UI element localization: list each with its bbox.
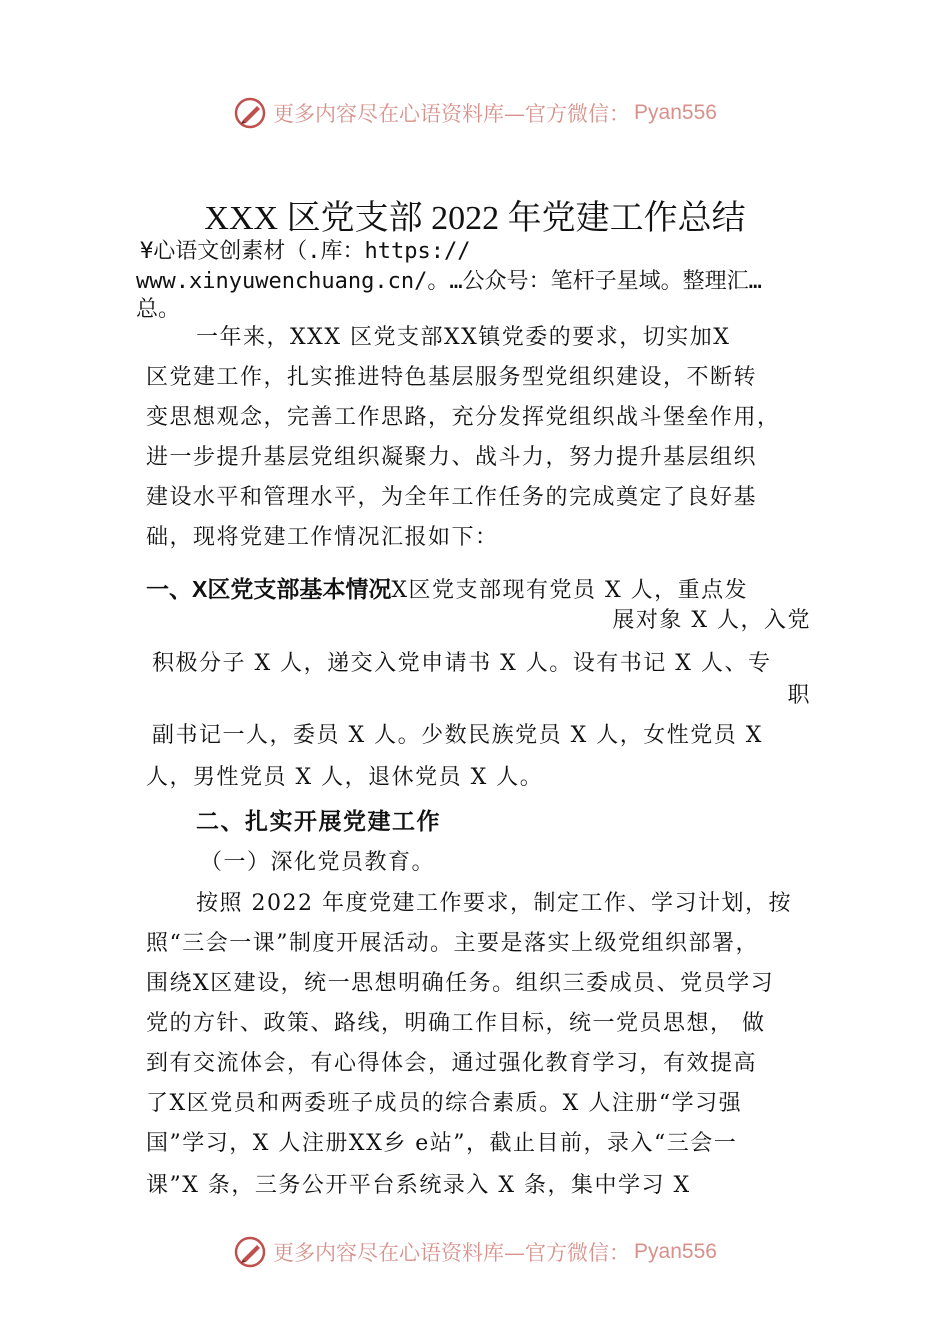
intro-line-2: 区党建工作，扎实推进特色基层服务型党组织建设，不断转 bbox=[146, 365, 758, 390]
intro-line-1: 一年来，XXX 区党支部XX镇党委的要求，切实加X bbox=[196, 325, 731, 350]
intro-line-6: 础，现将党建工作情况汇报如下： bbox=[146, 525, 499, 550]
source-line-1: ¥心语文创素材（.库：https:// bbox=[140, 239, 471, 264]
section1-heading: 一、X区党支部基本情况 bbox=[146, 576, 392, 602]
section1-line-2: 展对象 X 人，入党 bbox=[612, 608, 811, 633]
section2-line-6: 了X区党员和两委班子成员的综合素质。X 人注册“学习强 bbox=[146, 1091, 743, 1116]
watermark-text: 更多内容尽在心语资料库—官方微信： bbox=[273, 102, 631, 126]
pen-logo-icon bbox=[233, 1235, 267, 1269]
pen-logo-icon bbox=[233, 96, 267, 130]
section1-line-5: 副书记一人，委员 X 人。少数民族党员 X 人，女性党员 X bbox=[152, 723, 763, 748]
intro-line-4: 进一步提升基层党组织凝聚力、战斗力，努力提升基层组织 bbox=[146, 445, 758, 470]
section1-line-3: 积极分子 X 人，递交入党申请书 X 人。设有书记 X 人、专 bbox=[152, 651, 772, 676]
section2-subheading: （一）深化党员教育。 bbox=[200, 850, 436, 875]
watermark-brand: Pyan556 bbox=[634, 101, 717, 124]
watermark-footer bbox=[0, 1235, 950, 1269]
watermark-text: 更多内容尽在心语资料库—官方微信： bbox=[273, 1241, 631, 1265]
document-title: XXX 区党支部 2022 年党建工作总结 bbox=[204, 200, 746, 237]
section2-line-2: 照“三会一课”制度开展活动。主要是落实上级党组织部署， bbox=[146, 931, 759, 956]
section1-first-line bbox=[146, 571, 811, 604]
intro-line-3: 变思想观念，完善工作思路，充分发挥党组织战斗堡垒作用， bbox=[146, 405, 781, 430]
section2-line-3: 围绕X区建设，统一思想明确任务。组织三委成员、党员学习 bbox=[146, 971, 775, 996]
section1-line-4: 职 bbox=[787, 683, 811, 708]
source-line-3: 总。 bbox=[136, 297, 181, 322]
intro-line-5: 建设水平和管理水平，为全年工作任务的完成奠定了良好基 bbox=[146, 485, 758, 510]
section2-heading: 二、扎实开展党建工作 bbox=[196, 808, 441, 834]
watermark-header bbox=[0, 96, 950, 130]
section1-line-6: 人，男性党员 X 人，退休党员 X 人。 bbox=[146, 765, 544, 790]
section1-lead: X区党支部现有党员 X 人，重点发 bbox=[391, 578, 749, 603]
section2-line-7: 国”学习，X 人注册XX乡 e站”，截止目前，录入“三会一 bbox=[146, 1131, 738, 1156]
source-line-2: www.xinyuwenchuang.cn/。…公众号：笔杆子星域。整理汇… bbox=[136, 269, 762, 294]
watermark-brand: Pyan556 bbox=[634, 1240, 717, 1263]
section2-line-1: 按照 2022 年度党建工作要求，制定工作、学习计划，按 bbox=[196, 891, 792, 916]
section2-line-4: 党的方针、政策、路线，明确工作目标，统一党员思想， 做 bbox=[146, 1011, 766, 1036]
section2-line-5: 到有交流体会，有心得体会，通过强化教育学习，有效提高 bbox=[146, 1051, 758, 1076]
section2-line-8: 课”X 条，三务公开平台系统录入 X 条，集中学习 X bbox=[146, 1173, 691, 1198]
